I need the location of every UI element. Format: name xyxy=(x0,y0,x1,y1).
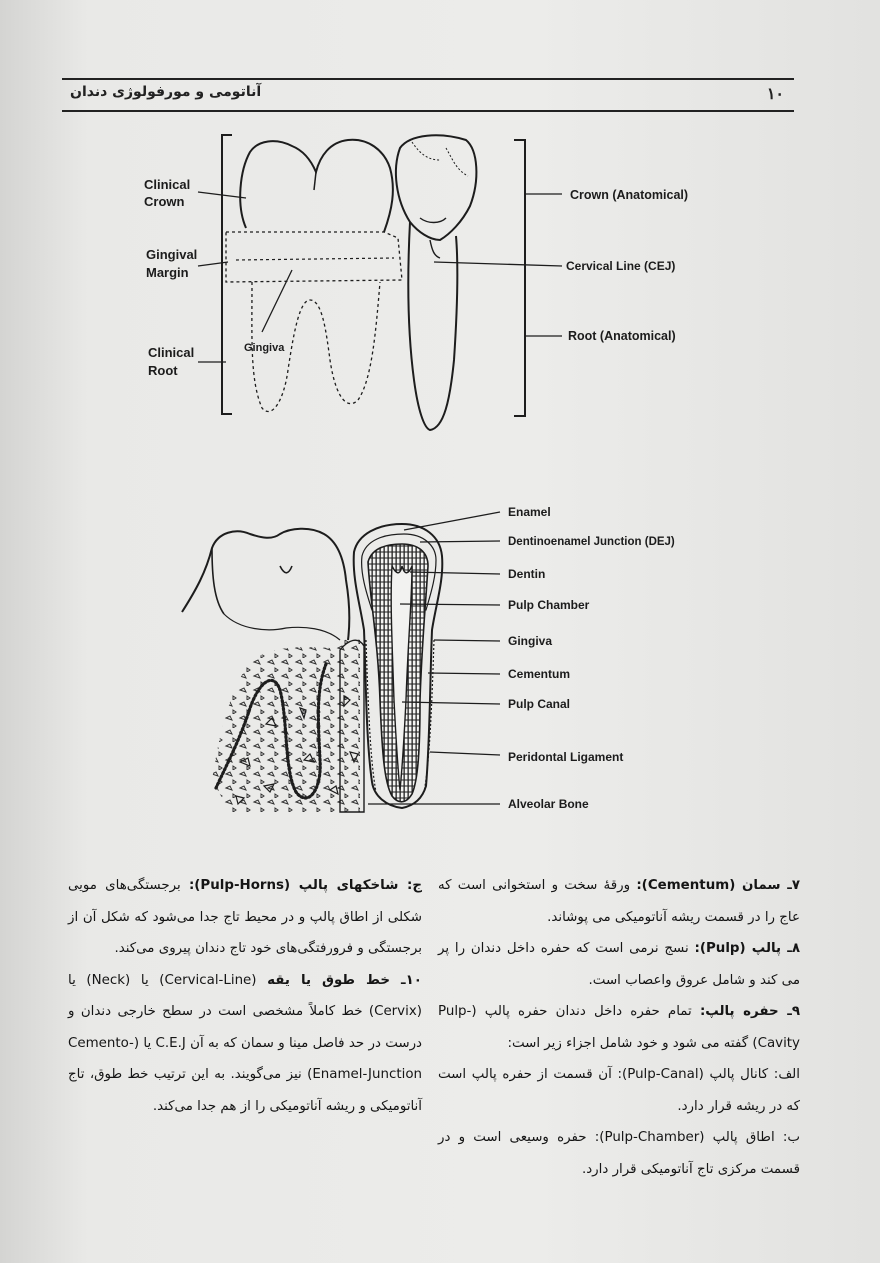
label-dej: Dentinoenamel Junction (DEJ) xyxy=(508,536,675,548)
label-enamel: Enamel xyxy=(508,505,551,519)
paragraph-pulp-canal: الف: کانال پالپ (Pulp-Canal): آن قسمت از حفره پالپ است که در ریشه قرار دارد. xyxy=(438,1067,800,1114)
label-gingival: Gingival xyxy=(146,247,198,262)
label-alveolar-bone: Alveolar Bone xyxy=(508,797,589,811)
label-root: Root xyxy=(148,363,178,378)
label-crown-anatomical: Crown (Anatomical) xyxy=(570,188,689,202)
label-pulp-canal: Pulp Canal xyxy=(508,697,571,711)
label-margin: Margin xyxy=(146,265,189,280)
running-header-title: آناتومی و مورفولوژی دندان xyxy=(70,84,262,100)
paragraph-cervical-line: ۱۰ـ خط طوق یا یقه (Cervical-Line) یا (Neck) یا (Cervix) خط کاملاً مشخصی است در سطح خارجی دندان و درست در حد فاصل مینا و سمان که به آن C.E.J یا (Cemento-Enamel-Junction) نیز می‌گویند. به این ترتیب خط طوق، تاج آناتومیکی و ریشه آناتومیکی را از هم جدا می‌کند. xyxy=(68,972,423,1114)
paragraph-pulp-horns: ج: شاخکهای پالپ (Pulp-Horns): برجستگی‌های مویی شکلی از اطاق پالپ و در محیط تاج جدا می‌شود که شکل آن از برجستگی و فرورفتگی‌های خود تاج دندان پیروی می‌کند. xyxy=(68,878,422,956)
paragraph-pulp-chamber: ب: اطاق پالپ (Pulp-Chamber): حفره وسیعی است و در قسمت مرکزی تاج آناتومیکی قرار دارد. xyxy=(438,1130,800,1177)
paragraph-pulp-cavity: ۹ـ حفره پالپ: تمام حفره داخل دندان حفره پالپ (Pulp-Cavity) گفته می شود و خود شامل اجزاء زیر است: xyxy=(438,1004,800,1051)
label-gingiva-fig2: Gingiva xyxy=(508,634,553,648)
label-clinical-2: Clinical xyxy=(148,345,195,360)
label-root-anatomical: Root (Anatomical) xyxy=(568,329,676,343)
label-cementum: Cementum xyxy=(508,667,571,681)
text-column-right xyxy=(438,870,800,1185)
label-periodontal-ligament: Peridontal Ligament xyxy=(508,750,624,764)
label-cervical-line: Cervical Line (CEJ) xyxy=(566,259,676,273)
text-column-left xyxy=(68,870,422,1122)
page-number: ۱۰ xyxy=(766,84,784,103)
paragraph-cementum: ۷ـ سمان (Cementum): ورقهٔ سخت و استخوانی است که عاج را در قسمت ریشه آناتومیکی می پوشاند. xyxy=(438,878,800,925)
label-gingiva-fig1: Gingiva xyxy=(244,342,285,354)
label-dentin: Dentin xyxy=(508,567,546,581)
label-pulp-chamber: Pulp Chamber xyxy=(508,598,590,612)
label-crown: Crown xyxy=(144,194,185,209)
paragraph-pulp: ۸ـ پالپ (Pulp): نسج نرمی است که حفره داخل دندان را پر می کند و شامل عروق واعصاب است. xyxy=(438,941,800,988)
label-clinical: Clinical xyxy=(144,177,191,192)
